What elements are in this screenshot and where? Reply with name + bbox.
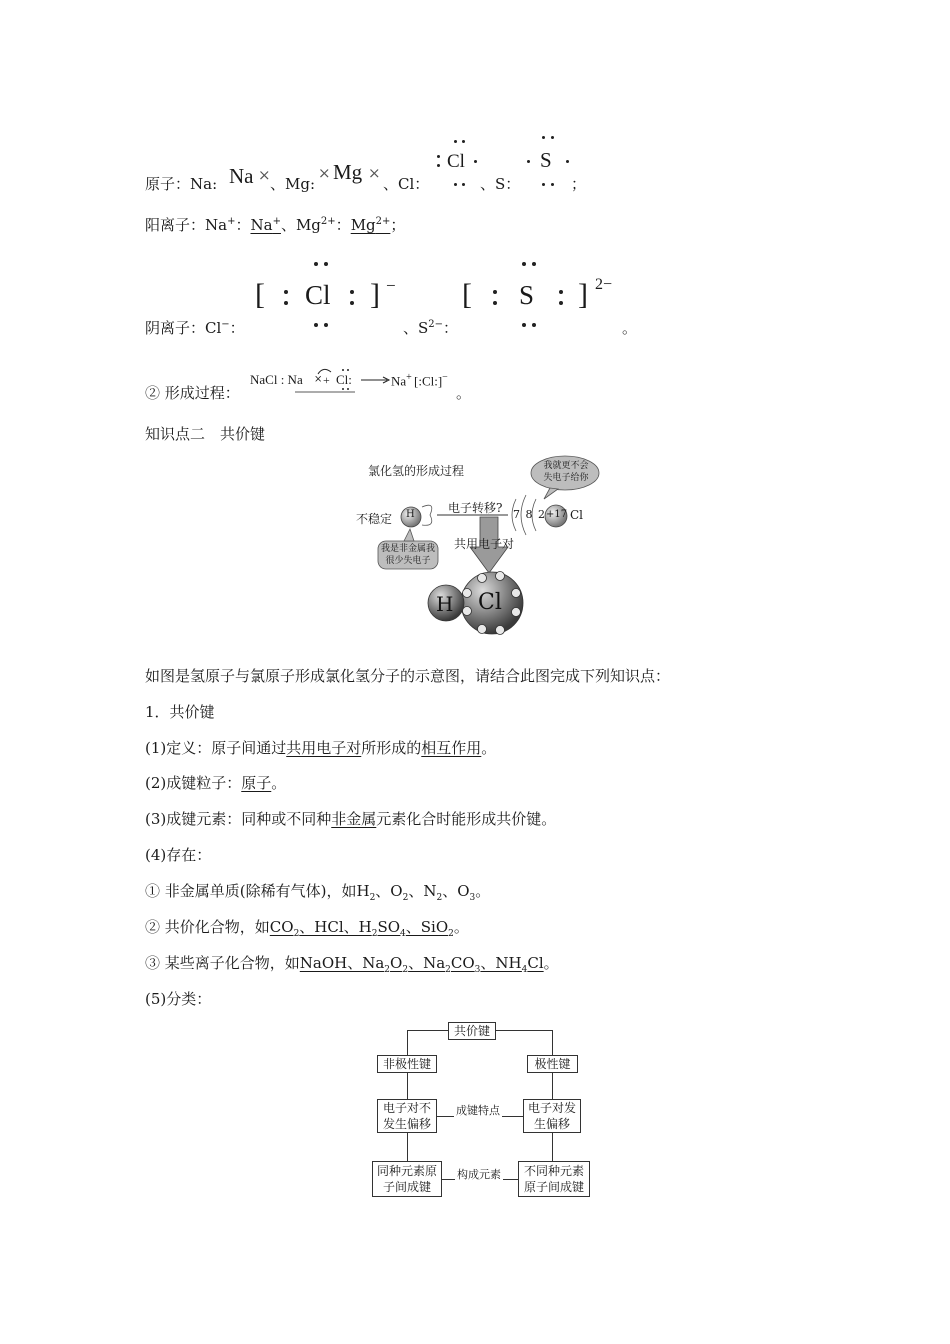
formation-cross: × — [314, 374, 323, 385]
e3-a: Cl — [527, 954, 544, 972]
mg-charge: 2+ — [320, 216, 336, 227]
cl-ion-dot — [324, 323, 328, 327]
s-charge: 2− — [428, 319, 444, 330]
cl-label: 、Cl： — [383, 175, 430, 193]
shells-label: 7 8 2 — [513, 508, 546, 521]
definition-middle: 所形成的 — [361, 739, 422, 757]
na-symbol: Na — [229, 164, 254, 188]
classification-heading: (5)分类： — [145, 990, 212, 1008]
cations-line — [145, 214, 405, 235]
anions-end: 。 — [622, 319, 638, 337]
definition-line — [145, 737, 496, 758]
e2-sub: 2 — [371, 929, 378, 939]
e3-sub: 4 — [521, 965, 528, 975]
colon: ： — [235, 216, 251, 234]
e3-sub: 2 — [384, 965, 391, 975]
s-ion-dot — [522, 262, 526, 266]
figure-title: 氯化氢的形成过程 — [368, 464, 465, 478]
bracket-cl: [:Cl:] — [414, 373, 443, 389]
s-dot — [542, 183, 545, 186]
flow-no-shift: 电子对不发生偏移 — [377, 1099, 437, 1133]
atoms-prefix: 原子：Na: — [145, 175, 218, 193]
heading-covalent-bond: 1．共价键 — [145, 703, 215, 721]
na-ion-symbol: Na — [250, 216, 273, 234]
flow-root: 共价键 — [448, 1022, 496, 1040]
hcl-figure — [350, 455, 600, 635]
s-symbol: S — [540, 148, 552, 172]
flow-connector — [552, 1030, 553, 1055]
cl-ion-dot — [314, 262, 318, 266]
cl-ion-bracket-right: ] — [370, 278, 380, 311]
formation-dot — [347, 388, 349, 390]
e2-sub: 2 — [293, 929, 300, 939]
e2-a: 、SiO — [405, 918, 449, 936]
formation-arrows — [265, 364, 365, 396]
elements-answer: 非金属 — [331, 810, 377, 828]
e3-pre: ③ 某些离子化合物，如 — [145, 954, 300, 972]
formation-end: 。 — [456, 384, 472, 402]
flow-different-element: 不同种元素原子间成键 — [518, 1161, 590, 1197]
separator: 、Mg — [280, 216, 321, 234]
formation-dot — [342, 388, 344, 390]
cl-symbol: Cl — [447, 151, 465, 172]
definition-prefix: (1)定义：原子间通过 — [145, 739, 287, 757]
flow-connector — [407, 1073, 408, 1099]
anions-prefix: 阴离子：Cl — [145, 319, 222, 337]
s-ion-dot — [532, 323, 536, 327]
existence-item-1 — [145, 880, 490, 903]
flow-connector — [407, 1030, 408, 1055]
cl-dot — [437, 155, 440, 158]
existence-item-3 — [145, 952, 559, 975]
e2-end: 。 — [453, 918, 469, 936]
elements-prefix: (3)成键元素：同种或不同种 — [145, 810, 332, 828]
classification-flowchart — [360, 1018, 600, 1204]
formation-dot — [347, 369, 349, 371]
cl-ion-dot — [350, 301, 354, 305]
flow-connector — [552, 1073, 553, 1099]
na-cross: × — [258, 166, 271, 184]
molecule-cl-label: Cl — [478, 590, 502, 615]
transfer-label: 电子转移? — [448, 501, 503, 515]
cl-dot — [474, 160, 477, 163]
cl-dot — [454, 140, 457, 143]
e3-answer — [299, 954, 544, 975]
e1-c1: 、O — [375, 882, 403, 900]
formation-bracket — [414, 372, 448, 389]
particle-answer: 原子 — [241, 774, 272, 792]
shared-pair-label: 共用电子对 — [454, 537, 515, 551]
s-ion-dot — [559, 301, 563, 305]
formation-dot — [342, 369, 344, 371]
formation-label: ② 形成过程： — [145, 384, 240, 402]
cl-ion-charge: − — [386, 276, 396, 295]
flow-connector — [552, 1133, 553, 1161]
e1-sub: 3 — [469, 893, 476, 903]
cl-ion-dot — [314, 323, 318, 327]
s-ion-bracket-right: ] — [578, 278, 588, 311]
e2-a: CO — [269, 918, 294, 936]
e3-a: O — [390, 954, 403, 972]
cl-ion-bracket-left: [ — [255, 278, 265, 311]
e3-a: 、Na — [408, 954, 446, 972]
e2-sub: 2 — [448, 929, 454, 939]
definition-end: 。 — [481, 739, 497, 757]
e2-answer — [269, 918, 454, 939]
formation-text: NaCl : Na — [250, 372, 303, 387]
e3-a: CO — [450, 954, 475, 972]
atoms-end: ； — [571, 175, 587, 193]
e1-c2: 、N — [408, 882, 437, 900]
mg-label: 、Mg: — [270, 175, 316, 193]
bracket-charge: − — [442, 372, 448, 383]
flow-shift: 电子对发生偏移 — [523, 1099, 581, 1133]
particle-line — [145, 772, 286, 793]
particle-end: 。 — [271, 774, 287, 792]
h-bubble-text: 我是非金属我很少失电子 — [380, 544, 435, 566]
e1-c3: 、O — [442, 882, 470, 900]
mg-cross-left: × — [318, 164, 331, 182]
na-ion-answer — [250, 216, 280, 234]
formation-product — [391, 372, 412, 389]
colon: ： — [443, 319, 459, 337]
mg-cross-right: × — [368, 164, 381, 182]
cl-dot — [462, 140, 465, 143]
cl-dot — [454, 183, 457, 186]
definition-answer-1: 共用电子对 — [286, 739, 362, 757]
s-ion-dot — [493, 290, 497, 294]
s-dot — [566, 160, 569, 163]
flow-same-element: 同种元素原子间成键 — [372, 1161, 442, 1197]
e1-sub: 2 — [436, 893, 443, 903]
e1-sub: 2 — [369, 893, 376, 903]
s-ion-dot — [493, 301, 497, 305]
s-dot — [551, 136, 554, 139]
nucleus-label: +17 — [546, 509, 568, 520]
mg-ion-symbol: Mg — [350, 216, 376, 234]
e1-end: 。 — [475, 882, 491, 900]
e3-sub: 2 — [445, 965, 451, 975]
anions-prefix-wrap — [145, 317, 245, 338]
formation-plus: + — [323, 373, 330, 387]
flow-bond-feature: 成键特点 — [456, 1104, 500, 1117]
s-ion-bracket-left: [ — [462, 278, 472, 311]
cl-bubble-text: 我就更不会失电子给你 — [543, 461, 589, 483]
formation-cl: Cl: — [336, 372, 352, 387]
cations-end: ； — [390, 216, 406, 234]
unstable-label: 不稳定 — [356, 512, 393, 526]
flow-connector — [496, 1030, 552, 1031]
particle-prefix: (2)成键粒子： — [145, 774, 242, 792]
cl-charge: − — [221, 319, 230, 330]
formation-reaction-arrow — [360, 374, 392, 386]
flow-element-composition: 构成元素 — [457, 1168, 501, 1181]
intro-text: 如图是氢原子与氯原子形成氯化氢分子的示意图，请结合此图完成下列知识点： — [145, 667, 671, 685]
s-dot — [527, 160, 530, 163]
e3-end: 。 — [543, 954, 559, 972]
flow-polar: 极性键 — [527, 1055, 578, 1073]
colon: ： — [335, 216, 351, 234]
e1-pre: ① 非金属单质(除稀有气体)，如H — [145, 882, 370, 900]
s-ion-dot — [532, 262, 536, 266]
anions-sep-wrap — [403, 317, 458, 338]
e3-a: NaOH、Na — [299, 954, 385, 972]
colon: ： — [229, 319, 245, 337]
cl-dot — [437, 164, 440, 167]
existence-heading: (4)存在： — [145, 846, 212, 864]
e3-a: 、NH — [480, 954, 522, 972]
section-title: 知识点二 共价键 — [145, 425, 266, 443]
na-ion-charge: + — [272, 216, 281, 227]
e1-sub: 2 — [402, 893, 409, 903]
product-symbol: Na — [391, 373, 407, 389]
elements-end: 元素化合时能形成共价键。 — [376, 810, 557, 828]
flow-connector — [407, 1133, 408, 1161]
cl-ion-dot — [284, 301, 288, 305]
cl-atom-label: Cl — [570, 508, 584, 522]
na-charge: + — [227, 216, 236, 227]
existence-item-2 — [145, 916, 469, 939]
cl-ion-dot — [350, 290, 354, 294]
cl-ion-dot — [284, 290, 288, 294]
s-dot — [542, 136, 545, 139]
h-atom-label: H — [406, 509, 415, 520]
cl-dot — [462, 183, 465, 186]
mg-ion-charge: 2+ — [375, 216, 391, 227]
product-charge: + — [406, 372, 412, 383]
e2-a: 、HCl、H — [299, 918, 372, 936]
e2-pre: ② 共价化合物，如 — [145, 918, 270, 936]
cl-ion-symbol: Cl — [305, 280, 331, 310]
e2-a: SO — [377, 918, 401, 936]
s-dot — [551, 183, 554, 186]
s-ion-dot — [559, 290, 563, 294]
e3-sub: 3 — [474, 965, 481, 975]
flow-nonpolar: 非极性键 — [377, 1055, 437, 1073]
elements-line — [145, 808, 556, 829]
s-ion-symbol: S — [519, 280, 535, 310]
e2-sub: 4 — [400, 929, 406, 939]
molecule-h-label: H — [436, 592, 454, 616]
cations-prefix: 阳离子：Na — [145, 216, 228, 234]
s-label: 、S： — [480, 175, 521, 193]
e3-sub: 2 — [402, 965, 409, 975]
separator: 、S — [403, 319, 429, 337]
s-ion-dot — [522, 323, 526, 327]
s-ion-charge: 2− — [595, 276, 613, 293]
flow-connector — [407, 1030, 448, 1031]
mg-symbol: Mg — [333, 160, 363, 184]
cl-ion-dot — [324, 262, 328, 266]
definition-answer-2: 相互作用 — [421, 739, 482, 757]
mg-ion-answer — [351, 216, 391, 234]
